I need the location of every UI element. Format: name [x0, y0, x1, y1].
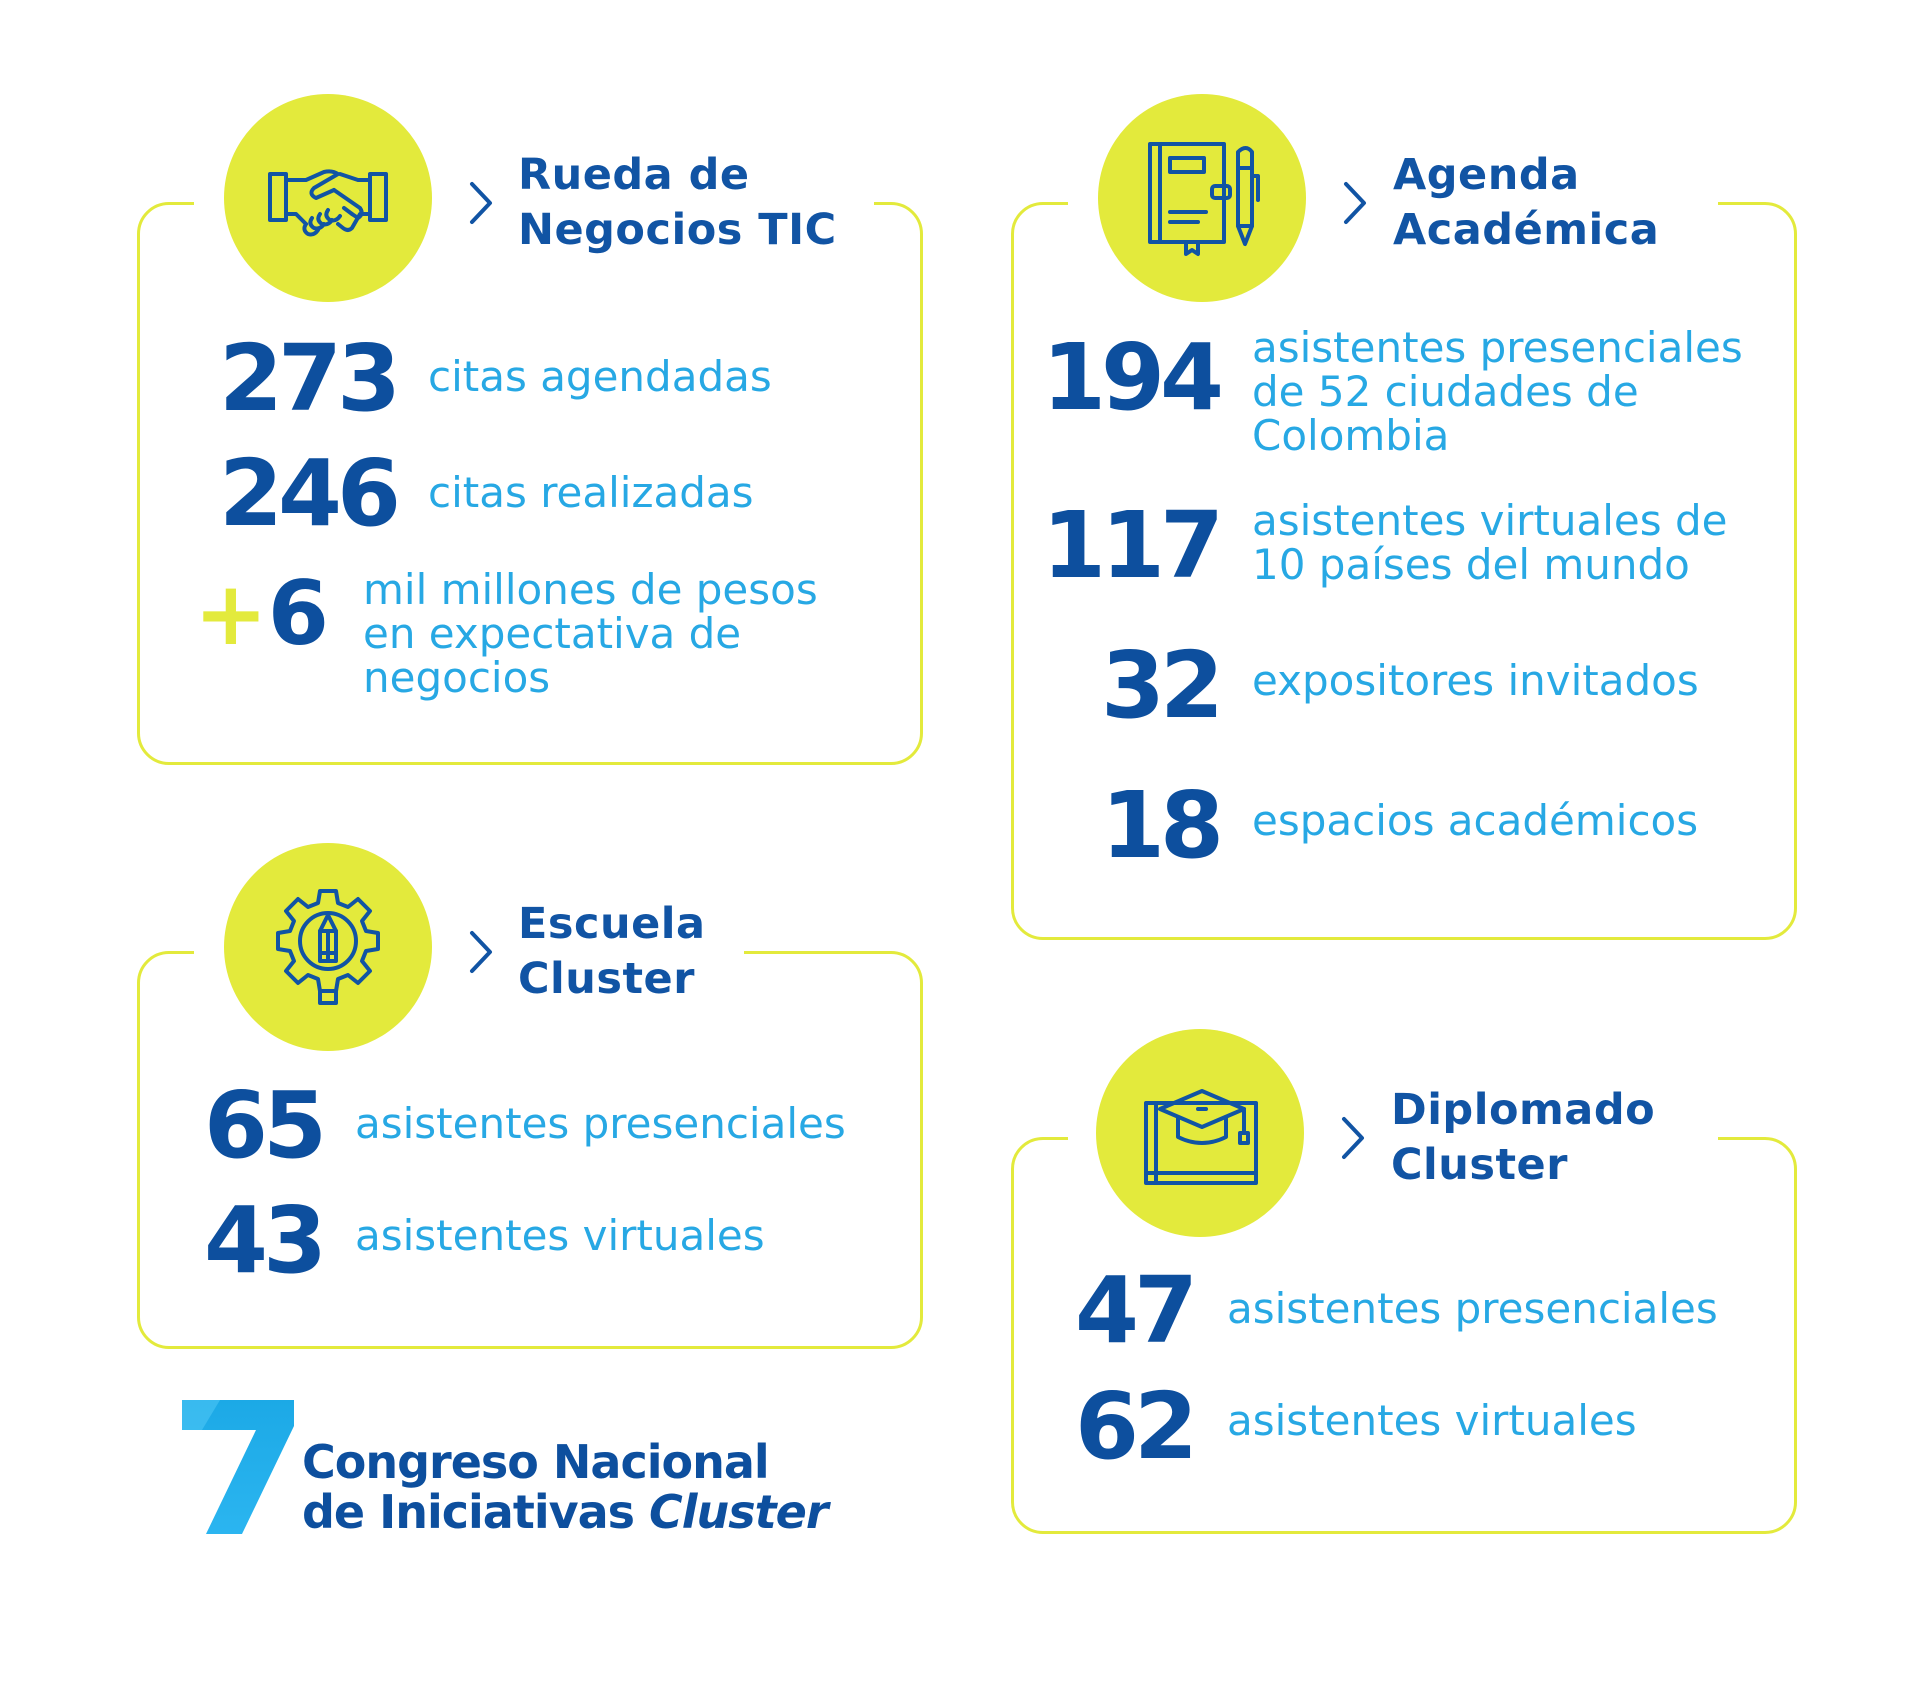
escuela-icon-circle [224, 843, 432, 1051]
rueda-chevron-icon [466, 180, 496, 226]
stat-label: espacios académicos [1252, 796, 1699, 845]
stat-label: asistentes presenciales [355, 1099, 846, 1148]
diplomado-icon-circle [1096, 1029, 1304, 1237]
agenda-chevron-icon [1340, 180, 1370, 226]
escuela-title: Escuela Cluster [518, 899, 706, 1004]
stat-label: asistentes virtuales de 10 países del mundo [1252, 496, 1728, 589]
handshake-icon [268, 138, 388, 258]
logo-line-1: Congreso Nacional [302, 1435, 769, 1489]
agenda-title: Agenda Académica [1393, 150, 1660, 255]
escuela-chevron-icon [466, 929, 496, 975]
stat-value: 117 [1041, 492, 1219, 599]
stat-value: 246 [218, 440, 396, 547]
diplomado-chevron-icon [1338, 1115, 1368, 1161]
stat-value: 18 [1100, 772, 1219, 879]
rueda-icon-circle [224, 94, 432, 302]
stat-value: 32 [1100, 632, 1219, 739]
stat-value: 6 [267, 562, 327, 665]
stat-label: citas realizadas [428, 468, 754, 517]
notebook-pen-icon [1142, 138, 1262, 258]
logo-seven [180, 1398, 300, 1536]
stat-value: 62 [1074, 1373, 1193, 1480]
stat-value: 65 [203, 1072, 322, 1179]
rueda-title: Rueda de Negocios TIC [518, 150, 837, 255]
stat-value: 47 [1074, 1257, 1193, 1364]
stat-label: expositores invitados [1252, 656, 1699, 705]
gear-pencil-icon [268, 887, 388, 1007]
diplomado-title: Diplomado Cluster [1391, 1085, 1656, 1190]
stat-label: asistentes virtuales [1227, 1396, 1637, 1445]
stat-label: asistentes presenciales de 52 ciudades de Colombia [1252, 323, 1743, 460]
stat-label: asistentes virtuales [355, 1211, 765, 1260]
stat-value: 194 [1041, 324, 1219, 431]
logo-line-2: de Iniciativas Cluster [302, 1485, 828, 1539]
plus-sign: + [194, 562, 268, 665]
stat-value: 43 [203, 1187, 322, 1294]
stat-label: asistentes presenciales [1227, 1284, 1718, 1333]
agenda-icon-circle [1098, 94, 1306, 302]
graduation-book-icon [1140, 1073, 1260, 1193]
stat-label: mil millones de pesos en expectativa de negocios [363, 565, 818, 702]
stat-label: citas agendadas [428, 352, 772, 401]
stat-value-plus [194, 562, 327, 665]
stat-value: 273 [218, 325, 396, 432]
